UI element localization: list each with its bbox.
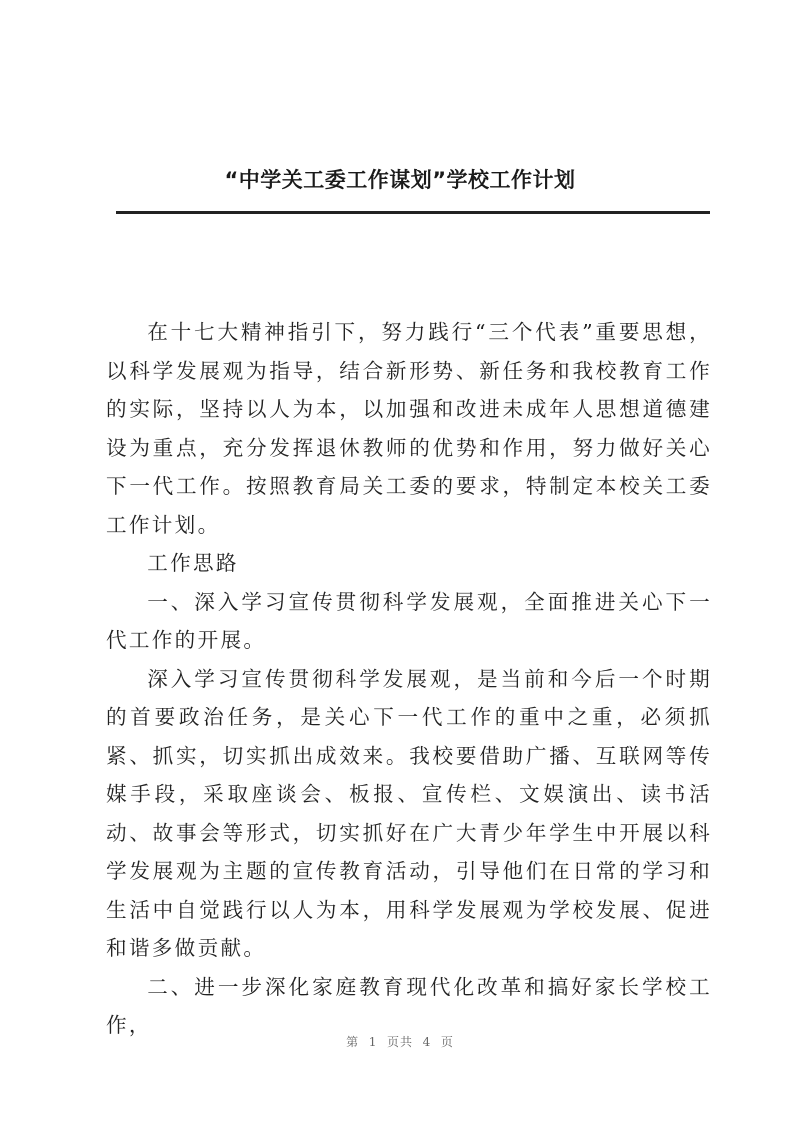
paragraph-section-one-heading: 一、深入学习宣传贯彻科学发展观，全面推进关心下一代工作的开展。 [106,589,712,652]
paragraph-heading-work-ideas: 工作思路 [147,551,239,575]
title-divider [116,211,710,214]
document-title: “中学关工委工作谋划”学校工作计划 [224,168,576,192]
document-body [106,313,712,1045]
paragraph-section-one-body: 深入学习宣传贯彻科学发展观，是当前和今后一个时期的首要政治任务，是关心下一代工作的重中之重，必须抓紧、抓实，切实抓出成效来。我校要借助广播、互联网等传媒手段，采取座谈会、板报、宣传栏、文娱演出、读书活动、故事会等形式，切实抓好在广大青少年学生中开展以科学发展观为主题的宣传教育活动，引导他们在日常的学习和生活中自觉践行以人为本，用科学发展观为学校发展、促进和谐多做贡献。 [106,666,712,960]
page-footer: 第 1 页共 4 页 [346,1035,454,1049]
paragraph-section-two-heading: 二、进一步深化家庭教育现代化改革和搞好家长学校工作， [106,974,712,1037]
paragraph-intro: 在十七大精神指引下，努力践行“三个代表”重要思想，以科学发展观为指导，结合新形势、新任务和我校教育工作的实际，坚持以人为本，以加强和改进未成年人思想道德建设为重点，充分发挥退休教师的优势和作用，努力做好关心下一代工作。按照教育局关工委的要求，特制定本校关工委工作计划。 [106,320,712,537]
